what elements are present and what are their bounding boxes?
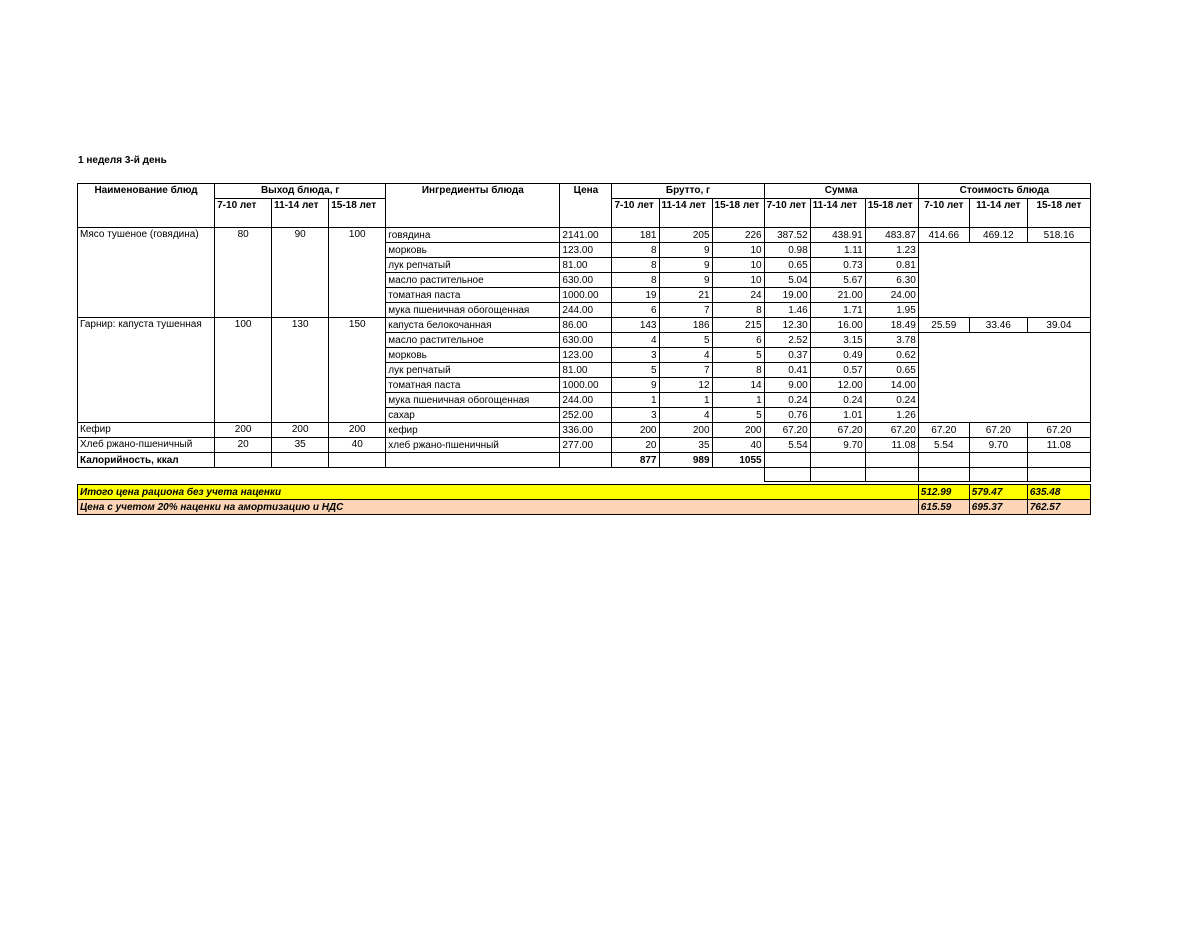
ingredient-sum: 0.65 <box>764 258 810 273</box>
dish-cost: 5.54 <box>918 438 969 453</box>
dish-cost: 67.20 <box>969 423 1027 438</box>
ingredient-sum: 3.78 <box>865 333 918 348</box>
ingredient-sum: 0.62 <box>865 348 918 363</box>
dish-cost: 469.12 <box>969 228 1027 243</box>
ingredient-price: 252.00 <box>560 408 612 423</box>
dish-cost: 11.08 <box>1027 438 1090 453</box>
dish-yield: 100 <box>329 228 386 318</box>
dish-name: Кефир <box>78 423 215 438</box>
ingredient-name: лук репчатый <box>386 258 560 273</box>
dish-cost-empty <box>918 243 1090 318</box>
ingredient-price: 86.00 <box>560 318 612 333</box>
ingredient-brutto: 19 <box>612 288 659 303</box>
ingredient-sum: 0.81 <box>865 258 918 273</box>
ingredient-sum: 0.73 <box>810 258 865 273</box>
dish-yield: 200 <box>272 423 329 438</box>
ingredient-brutto: 7 <box>659 363 712 378</box>
dish-cost: 25.59 <box>918 318 969 333</box>
ingredient-brutto: 1 <box>659 393 712 408</box>
ingredient-price: 123.00 <box>560 243 612 258</box>
dish-cost: 9.70 <box>969 438 1027 453</box>
ingredient-sum: 1.01 <box>810 408 865 423</box>
dish-yield: 200 <box>215 423 272 438</box>
ingredient-sum: 0.24 <box>764 393 810 408</box>
ingredient-brutto: 8 <box>612 273 659 288</box>
ingredient-name: капуста белокочанная <box>386 318 560 333</box>
ingredient-sum: 5.04 <box>764 273 810 288</box>
dish-yield: 130 <box>272 318 329 423</box>
table-row <box>78 423 1091 438</box>
ingredient-brutto: 226 <box>712 228 764 243</box>
dish-cost: 39.04 <box>1027 318 1090 333</box>
ingredient-sum: 0.57 <box>810 363 865 378</box>
ingredient-price: 123.00 <box>560 348 612 363</box>
calories-value: 989 <box>659 453 712 468</box>
dish-cost-empty <box>918 333 1090 423</box>
dish-cost: 33.46 <box>969 318 1027 333</box>
header-brutto: Брутто, г <box>612 184 764 199</box>
menu-body <box>78 228 1091 453</box>
dish-yield: 35 <box>272 438 329 453</box>
ingredient-brutto: 24 <box>712 288 764 303</box>
header-yield-age1: 7-10 лет <box>215 199 272 228</box>
markup-value: 695.37 <box>969 500 1027 515</box>
ingredient-brutto: 5 <box>712 348 764 363</box>
ingredient-brutto: 10 <box>712 243 764 258</box>
ingredient-brutto: 9 <box>659 258 712 273</box>
ingredient-name: лук репчатый <box>386 363 560 378</box>
ingredient-sum: 0.24 <box>865 393 918 408</box>
ingredient-brutto: 186 <box>659 318 712 333</box>
ingredient-sum: 12.30 <box>764 318 810 333</box>
ingredient-name: кефир <box>386 423 560 438</box>
dish-yield: 100 <box>215 318 272 423</box>
ingredient-price: 81.00 <box>560 258 612 273</box>
header-ingredients: Ингредиенты блюда <box>386 184 560 228</box>
header-sum: Сумма <box>764 184 918 199</box>
ingredient-sum: 1.71 <box>810 303 865 318</box>
ingredient-brutto: 20 <box>612 438 659 453</box>
header-brutto-age2: 11-14 лет <box>659 199 712 228</box>
ingredient-sum: 1.23 <box>865 243 918 258</box>
ingredient-brutto: 1 <box>612 393 659 408</box>
header-sum-age3: 15-18 лет <box>865 199 918 228</box>
ingredient-price: 244.00 <box>560 303 612 318</box>
ingredient-sum: 67.20 <box>810 423 865 438</box>
ingredient-price: 336.00 <box>560 423 612 438</box>
ingredient-price: 1000.00 <box>560 378 612 393</box>
ingredient-brutto: 4 <box>612 333 659 348</box>
ingredient-brutto: 7 <box>659 303 712 318</box>
dish-name: Мясо тушеное (говядина) <box>78 228 215 318</box>
ingredient-sum: 438.91 <box>810 228 865 243</box>
total-row <box>78 485 1091 500</box>
header-cost: Стоимость блюда <box>918 184 1090 199</box>
table-row <box>78 228 1091 243</box>
blank-row <box>78 468 1091 482</box>
calories-value: 1055 <box>712 453 764 468</box>
header-brutto-age3: 15-18 лет <box>712 199 764 228</box>
ingredient-sum: 14.00 <box>865 378 918 393</box>
calories-label: Калорийность, ккал <box>78 453 215 468</box>
dish-name: Хлеб ржано-пшеничный <box>78 438 215 453</box>
total-value: 512.99 <box>918 485 969 500</box>
header-yield: Выход блюда, г <box>215 184 386 199</box>
ingredient-name: морковь <box>386 348 560 363</box>
ingredient-sum: 11.08 <box>865 438 918 453</box>
header-brutto-age1: 7-10 лет <box>612 199 659 228</box>
ingredient-name: мука пшеничная обогощенная <box>386 393 560 408</box>
ingredient-brutto: 10 <box>712 258 764 273</box>
calories-value: 877 <box>612 453 659 468</box>
ingredient-name: хлеб ржано-пшеничный <box>386 438 560 453</box>
header-yield-age3: 15-18 лет <box>329 199 386 228</box>
total-value: 579.47 <box>969 485 1027 500</box>
header-yield-age2: 11-14 лет <box>272 199 329 228</box>
ingredient-name: морковь <box>386 243 560 258</box>
ingredient-name: томатная паста <box>386 378 560 393</box>
ingredient-price: 277.00 <box>560 438 612 453</box>
ingredient-price: 2141.00 <box>560 228 612 243</box>
dish-cost: 414.66 <box>918 228 969 243</box>
dish-yield: 150 <box>329 318 386 423</box>
ingredient-brutto: 21 <box>659 288 712 303</box>
ingredient-sum: 18.49 <box>865 318 918 333</box>
ingredient-sum: 0.98 <box>764 243 810 258</box>
ingredient-sum: 16.00 <box>810 318 865 333</box>
ingredient-price: 630.00 <box>560 273 612 288</box>
ingredient-sum: 1.46 <box>764 303 810 318</box>
ingredient-brutto: 40 <box>712 438 764 453</box>
ingredient-brutto: 4 <box>659 348 712 363</box>
ingredient-brutto: 8 <box>612 258 659 273</box>
ingredient-sum: 5.54 <box>764 438 810 453</box>
ingredient-name: мука пшеничная обогощенная <box>386 303 560 318</box>
ingredient-sum: 1.95 <box>865 303 918 318</box>
ingredient-brutto: 3 <box>612 348 659 363</box>
ingredient-brutto: 4 <box>659 408 712 423</box>
ingredient-sum: 9.70 <box>810 438 865 453</box>
ingredient-name: говядина <box>386 228 560 243</box>
dish-cost: 518.16 <box>1027 228 1090 243</box>
ingredient-sum: 9.00 <box>764 378 810 393</box>
ingredient-brutto: 10 <box>712 273 764 288</box>
ingredient-brutto: 12 <box>659 378 712 393</box>
ingredient-sum: 0.65 <box>865 363 918 378</box>
dish-cost: 67.20 <box>918 423 969 438</box>
dish-yield: 200 <box>329 423 386 438</box>
ingredient-brutto: 200 <box>659 423 712 438</box>
ingredient-name: сахар <box>386 408 560 423</box>
ingredient-brutto: 6 <box>612 303 659 318</box>
ingredient-brutto: 14 <box>712 378 764 393</box>
markup-value: 615.59 <box>918 500 969 515</box>
ingredient-sum: 2.52 <box>764 333 810 348</box>
ingredient-brutto: 8 <box>712 303 764 318</box>
header-cost-age1: 7-10 лет <box>918 199 969 228</box>
ingredient-price: 244.00 <box>560 393 612 408</box>
dish-yield: 80 <box>215 228 272 318</box>
ingredient-brutto: 35 <box>659 438 712 453</box>
ingredient-brutto: 143 <box>612 318 659 333</box>
ingredient-name: томатная паста <box>386 288 560 303</box>
ingredient-sum: 0.76 <box>764 408 810 423</box>
ingredient-sum: 24.00 <box>865 288 918 303</box>
markup-row <box>78 500 1091 515</box>
markup-value: 762.57 <box>1027 500 1090 515</box>
ingredient-brutto: 9 <box>659 273 712 288</box>
ingredient-name: масло растительное <box>386 273 560 288</box>
page-title: 1 неделя 3-й день <box>78 155 167 166</box>
ingredient-sum: 1.11 <box>810 243 865 258</box>
ingredient-sum: 0.37 <box>764 348 810 363</box>
ingredient-brutto: 215 <box>712 318 764 333</box>
dish-yield: 20 <box>215 438 272 453</box>
ingredient-sum: 67.20 <box>865 423 918 438</box>
ingredient-brutto: 200 <box>612 423 659 438</box>
calories-row <box>78 453 1091 468</box>
ingredient-sum: 19.00 <box>764 288 810 303</box>
ingredient-brutto: 205 <box>659 228 712 243</box>
dish-yield: 90 <box>272 228 329 318</box>
total-value: 635.48 <box>1027 485 1090 500</box>
ingredient-brutto: 8 <box>712 363 764 378</box>
header-cost-age2: 11-14 лет <box>969 199 1027 228</box>
ingredient-sum: 483.87 <box>865 228 918 243</box>
ingredient-sum: 0.24 <box>810 393 865 408</box>
ingredient-brutto: 181 <box>612 228 659 243</box>
dish-cost: 67.20 <box>1027 423 1090 438</box>
ingredient-brutto: 5 <box>712 408 764 423</box>
ingredient-price: 1000.00 <box>560 288 612 303</box>
header-sum-age1: 7-10 лет <box>764 199 810 228</box>
header-price: Цена <box>560 184 612 228</box>
ingredient-brutto: 8 <box>612 243 659 258</box>
markup-label: Цена с учетом 20% наценки на амортизацию и НДС <box>78 500 919 515</box>
ingredient-sum: 1.26 <box>865 408 918 423</box>
ingredient-brutto: 3 <box>612 408 659 423</box>
ingredient-sum: 5.67 <box>810 273 865 288</box>
dish-name: Гарнир: капуста тушенная <box>78 318 215 423</box>
header-dish: Наименование блюд <box>78 184 215 228</box>
table-row <box>78 438 1091 453</box>
ingredient-sum: 3.15 <box>810 333 865 348</box>
ingredient-sum: 387.52 <box>764 228 810 243</box>
ingredient-brutto: 1 <box>712 393 764 408</box>
ingredient-name: масло растительное <box>386 333 560 348</box>
ingredient-price: 630.00 <box>560 333 612 348</box>
menu-table <box>77 183 1091 515</box>
dish-yield: 40 <box>329 438 386 453</box>
ingredient-brutto: 5 <box>659 333 712 348</box>
total-label: Итого цена рациона без учета наценки <box>78 485 919 500</box>
ingredient-sum: 6.30 <box>865 273 918 288</box>
ingredient-brutto: 200 <box>712 423 764 438</box>
ingredient-brutto: 6 <box>712 333 764 348</box>
ingredient-sum: 67.20 <box>764 423 810 438</box>
ingredient-sum: 12.00 <box>810 378 865 393</box>
header-sum-age2: 11-14 лет <box>810 199 865 228</box>
ingredient-sum: 0.41 <box>764 363 810 378</box>
ingredient-brutto: 5 <box>612 363 659 378</box>
ingredient-price: 81.00 <box>560 363 612 378</box>
ingredient-brutto: 9 <box>612 378 659 393</box>
ingredient-sum: 0.49 <box>810 348 865 363</box>
header-cost-age3: 15-18 лет <box>1027 199 1090 228</box>
ingredient-sum: 21.00 <box>810 288 865 303</box>
table-row <box>78 318 1091 333</box>
ingredient-brutto: 9 <box>659 243 712 258</box>
